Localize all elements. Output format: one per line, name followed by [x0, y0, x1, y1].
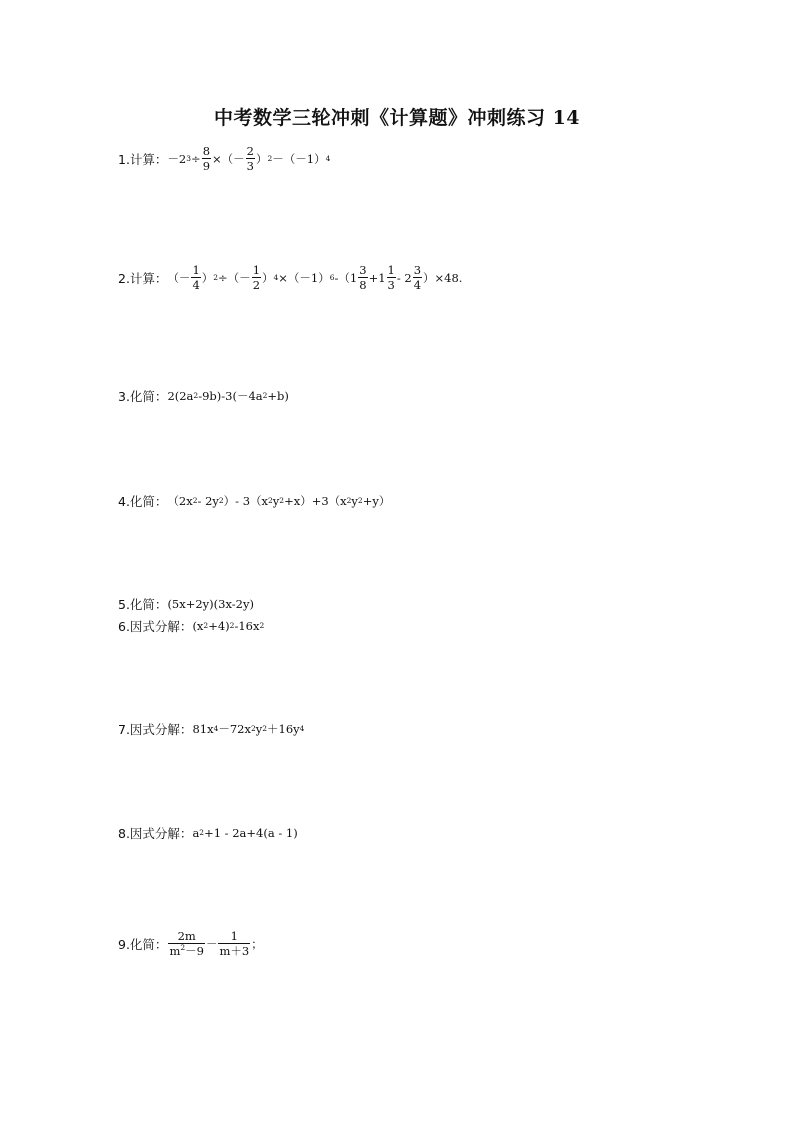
page-title: 中考数学三轮冲刺《计算题》冲刺练习 14	[213, 107, 581, 129]
denominator: 4	[413, 278, 422, 292]
math-text: ）- 3（x	[223, 494, 269, 508]
question-1: 1.计算： －2 3 ÷ $\frac{8}{9}$ ×（－ $\frac{2}{3}$ ） 2 －（－1） 4	[118, 144, 331, 173]
math-text: -（1	[334, 270, 358, 285]
math-text: (x	[192, 619, 204, 633]
numerator: 1	[387, 263, 395, 277]
question-label: 1.计算：	[118, 151, 168, 167]
math-text: ÷（－	[218, 270, 251, 285]
math-text: y	[351, 494, 358, 508]
math-text: 81x	[192, 722, 214, 736]
numerator: 8	[202, 144, 211, 158]
question-4: 4.化简： （2x 2 - 2y 2 ）- 3（x 2 y 2 +x）+3（x 2 y 2 +y）	[118, 494, 391, 509]
question-label: 7.因式分解：	[118, 722, 193, 737]
math-text: +x）+3（x	[284, 494, 347, 508]
fraction	[168, 930, 205, 957]
math-text: ；	[251, 936, 263, 951]
question-5	[118, 595, 254, 613]
fraction	[246, 145, 255, 172]
denominator: m＋3	[219, 944, 250, 958]
math-text: －（－1）	[272, 151, 326, 166]
math-text: +1	[368, 270, 386, 285]
math-text: y	[255, 722, 263, 736]
question-8: 8.因式分解： a 2 +1 - 2a+4(a - 1)	[118, 826, 298, 841]
question-6: 6.因式分解： (x 2 +4) 2 -16x 2	[118, 619, 265, 634]
math-text: -9b)-3(－4a	[198, 389, 263, 403]
question-label: 4.化简：	[118, 494, 168, 509]
question-2: 2.计算： （－ $\frac{1}{4}$ ） 2 ÷（－ $\frac{1}{2}$ ） 4 ×（－1） 6 -（1 $\frac{3}{8}$ +1 $\frac{1}{3}$ - 2 $\frac{3}{4}$ ）×48.	[118, 263, 463, 292]
fraction	[202, 145, 211, 172]
math-text: +4)	[208, 619, 230, 633]
denominator: 3	[246, 159, 254, 173]
math-text: ×（－	[212, 151, 245, 166]
exponent: 2	[180, 943, 186, 952]
math-text: +1 - 2a+4(a - 1)	[204, 826, 298, 840]
math-text: 2(2a	[167, 389, 194, 403]
numerator: 1	[192, 263, 200, 277]
math-text: （－	[167, 270, 191, 285]
fraction	[191, 264, 200, 291]
numerator: 1	[230, 929, 238, 943]
math-text: -16x	[234, 619, 260, 633]
math-text: －	[205, 936, 218, 951]
question-label: 2.计算：	[118, 270, 168, 286]
numerator: 3	[359, 263, 367, 277]
denominator: 3	[387, 278, 395, 292]
math-text: +b)	[267, 389, 289, 403]
math-text: y	[272, 494, 280, 508]
math-text: －2	[167, 151, 187, 166]
math-text: ÷	[191, 151, 201, 166]
question-label: 8.因式分解：	[118, 826, 193, 841]
math-text: +y）	[362, 494, 391, 508]
question-label: 9.化简：	[118, 936, 168, 952]
question-label: 3.化简：	[118, 389, 168, 404]
question-label: 6.因式分解：	[118, 619, 193, 634]
denominator: 2	[252, 278, 261, 292]
question-7: 7.因式分解： 81x 4 －72x 2 y 2 ＋16y 4	[118, 722, 305, 737]
denominator: 9	[202, 159, 211, 173]
math-text: ×（－1）	[278, 270, 330, 285]
numerator: 2m	[177, 929, 196, 943]
math-text: （2x	[167, 494, 193, 508]
fraction	[358, 264, 367, 291]
denominator	[168, 943, 205, 957]
question-label: 5.化简：	[118, 597, 168, 612]
math-text: －9	[185, 944, 204, 958]
math-text: ）×48.	[423, 270, 463, 285]
math-text: (5x+2y)(3x-2y)	[167, 597, 254, 611]
fraction	[387, 264, 396, 291]
numerator: 1	[252, 263, 261, 277]
fraction	[218, 930, 250, 957]
math-text: ＋16y	[267, 722, 300, 736]
numerator: 3	[413, 263, 422, 277]
numerator: 2	[246, 144, 254, 158]
math-text: a	[192, 826, 200, 840]
math-text: - 2y	[197, 494, 219, 508]
denominator: 8	[359, 278, 367, 292]
math-text: ）	[201, 270, 214, 285]
fraction	[413, 264, 422, 291]
math-text: ）	[255, 151, 268, 166]
fraction	[252, 264, 261, 291]
question-3: 3.化简： 2(2a 2 -9b)-3(－4a 2 +b)	[118, 389, 289, 404]
question-9	[118, 930, 263, 957]
math-text: ）	[262, 270, 274, 285]
denominator: 4	[192, 278, 200, 292]
math-text: －72x	[218, 722, 251, 736]
math-text: m	[169, 944, 181, 958]
math-text: - 2	[396, 270, 412, 285]
